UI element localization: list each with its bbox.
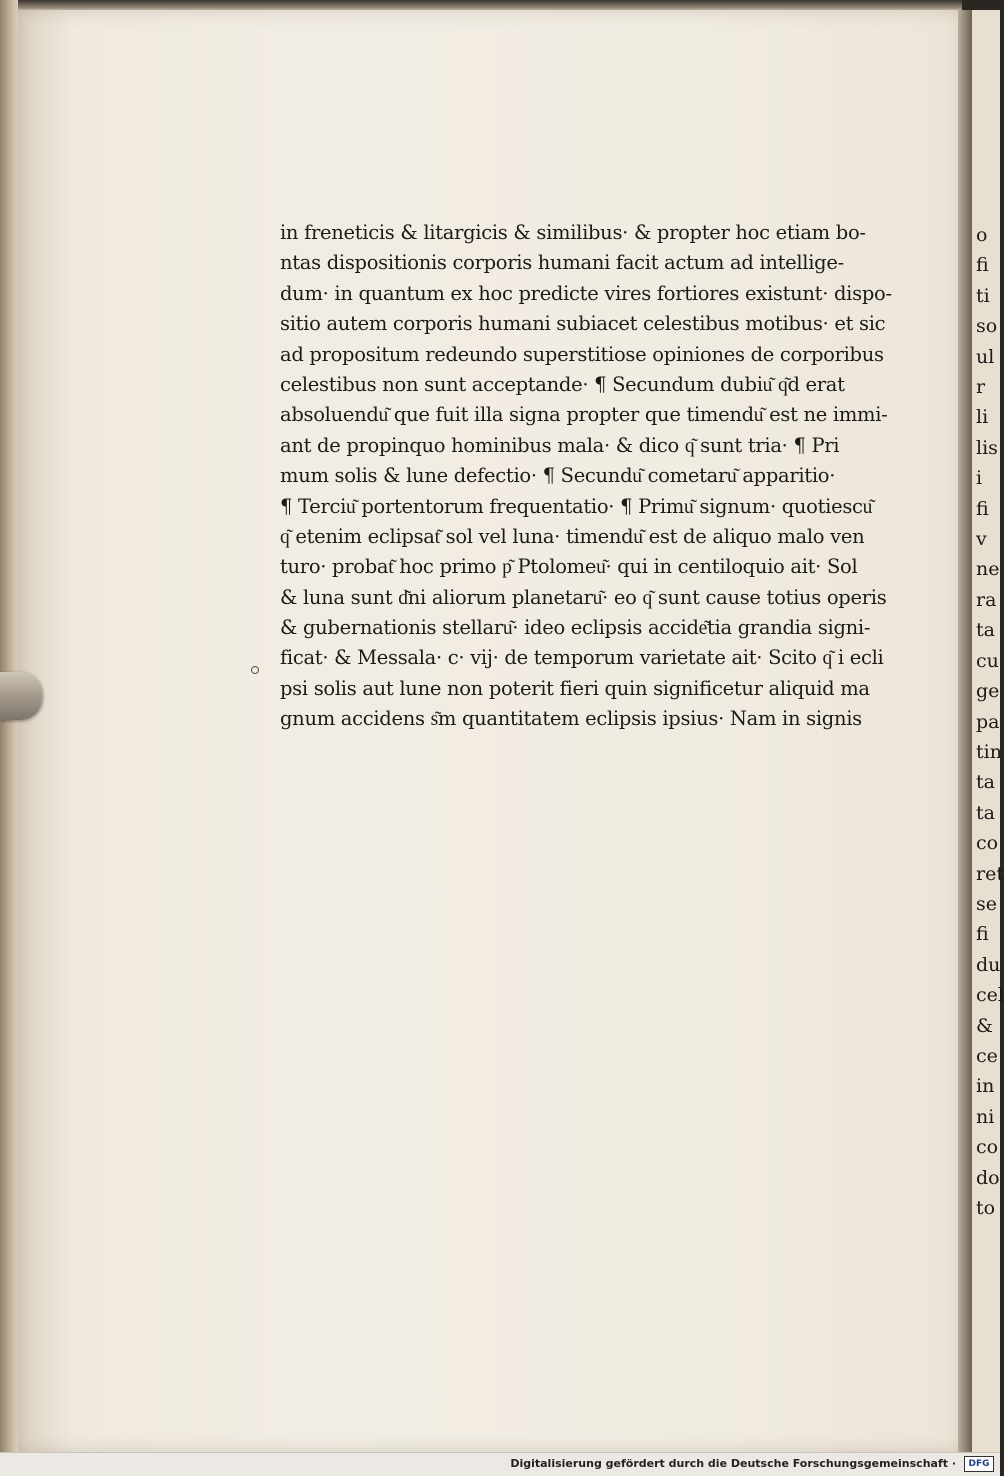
facing-page-fragment: co <box>976 1136 999 1159</box>
text-line: gnum accidens s͂m quantitatem eclipsis ipsius· Nam in signis <box>280 707 862 731</box>
text-line: sitio autem corporis humani subiacet celestibus motibus· et sic <box>280 312 886 336</box>
text-line: ficat· & Messala· c· vij· de temporum varietate ait· Scito q͂ i ecli <box>280 646 884 670</box>
facing-page-fragment: ti <box>976 284 990 307</box>
footer-bar <box>0 1452 1000 1476</box>
facing-page-fragment: pa <box>976 710 1000 733</box>
facing-page-fragment: i <box>976 467 983 490</box>
facing-page-fragment: ul <box>976 345 995 368</box>
facing-page-fragment: do <box>976 1166 1000 1189</box>
facing-page-fragment: o <box>976 224 988 246</box>
facing-page-fragment: & <box>976 1014 993 1037</box>
facing-page-fragment: in <box>976 1075 995 1098</box>
facing-page-fragment: ni <box>976 1105 995 1128</box>
facing-page-fragment: fi <box>976 254 989 277</box>
facing-page-fragment: du <box>976 953 1001 976</box>
text-line: in freneticis & litargicis & similibus· & propter hoc etiam bo- <box>280 221 866 244</box>
text-line: psi solis aut lune non poterit fieri quin significetur aliquid ma <box>280 676 870 700</box>
main-text-block <box>280 218 910 735</box>
facing-page-fragment: ne <box>976 558 1000 581</box>
facing-page-fragment: so <box>976 315 998 338</box>
facing-page-fragment: ge <box>976 680 1000 703</box>
text-line: dum· in quantum ex hoc predicte vires fortiores existunt· dispo- <box>280 281 892 305</box>
page-clip <box>0 672 42 720</box>
facing-page-text <box>976 220 1002 1223</box>
facing-page-fragment: ta <box>976 619 995 642</box>
facing-page-fragment: r <box>976 376 986 399</box>
facing-page-fragment: ta <box>976 801 995 824</box>
facing-page-fragment: ce <box>976 1044 998 1067</box>
text-line: ad propositum redeundo superstitiose opiniones de corporibus <box>280 342 884 366</box>
facing-page-fragment: lis <box>976 436 998 459</box>
facing-page-fragment: fi <box>976 497 989 520</box>
facing-page-fragment: tin <box>976 740 1002 763</box>
facing-page-fragment: ta <box>976 771 995 794</box>
text-line: turo· probat͂ hoc primo p͂ Ptolomeu͂· qui in centiloquio ait· Sol <box>280 555 858 579</box>
dfg-logo: DFG <box>964 1456 994 1472</box>
facing-page-fragment: li <box>976 406 989 429</box>
facing-page-fragment: cu <box>976 649 999 672</box>
text-line: mum solis & lune defectio· ¶ Secundu͂ cometaru͂ apparitio· <box>280 464 836 488</box>
facing-page-fragment: v <box>976 528 987 551</box>
text-line: absoluendu͂ que fuit illa signa propter que timendu͂ est ne immi- <box>280 403 888 427</box>
facing-page-fragment: fi <box>976 923 989 946</box>
text-line: ntas dispositionis corporis humani facit actum ad intellige- <box>280 251 844 275</box>
text-line: q͂ etenim eclipsat͂ sol vel luna· timendu͂ est de aliquo malo ven <box>280 524 865 548</box>
book-gutter <box>958 10 972 1452</box>
text-line: & gubernationis stellaru͂· ideo eclipsis accide͂tia grandia signi- <box>280 616 871 640</box>
facing-page-fragment: to <box>976 1197 996 1219</box>
facing-page-fragment: se <box>976 892 997 915</box>
footer-credit: Digitalisierung gefördert durch die Deutsche Forschungsgemeinschaft · <box>510 1457 956 1470</box>
text-line: & luna sunt d͂ni aliorum planetaru͂· eo q͂ sunt cause totius operis <box>280 585 887 609</box>
text-line: ant de propinquo hominibus mala· & dico q͂ sunt tria· ¶ Pri <box>280 433 840 457</box>
facing-page-fragment: ra <box>976 588 997 611</box>
pin-hole <box>251 666 259 674</box>
facing-page-fragment: cel <box>976 984 1004 1007</box>
text-line: ¶ Terciu͂ portentorum frequentatio· ¶ Primu͂ signum· quotiescu͂ <box>280 494 873 518</box>
text-line: celestibus non sunt acceptande· ¶ Secundum dubiu͂ q͂d erat <box>280 372 845 396</box>
facing-page-fragment: ret <box>976 862 1004 885</box>
facing-page-fragment: co <box>976 832 999 855</box>
